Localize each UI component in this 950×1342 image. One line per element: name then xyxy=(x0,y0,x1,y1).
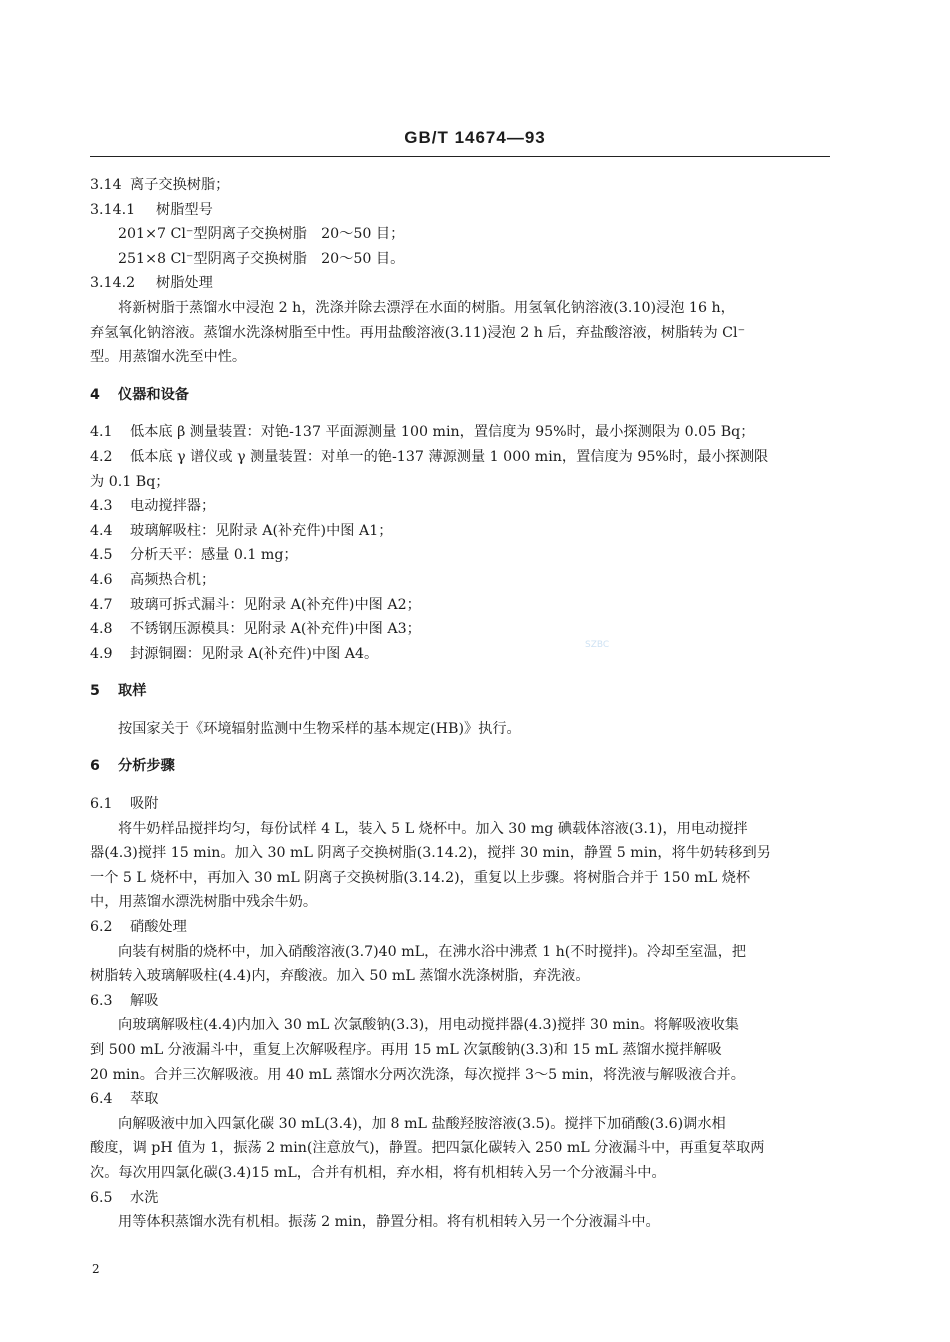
list-item: 4.3 电动搅拌器； xyxy=(90,498,216,515)
list-item: 4.2 低本底 γ 谱仪或 γ 测量装置：对单一的铯-137 薄源测量 1 000 min，置信度为 95%时，最小探测限 xyxy=(90,448,769,465)
paragraph-line: 中，用蒸馏水漂洗树脂中残余牛奶。 xyxy=(90,894,318,911)
paragraph-line: 向玻璃解吸柱(4.4)内加入 30 mL 次氯酸钠(3.3)，用电动搅拌器(4.3)搅拌 30 min。将解吸液收集 xyxy=(118,1017,739,1034)
paragraph-line: 将牛奶样品搅拌均匀，每份试样 4 L，装入 5 L 烧杯中。加入 30 mg 碘载体溶液(3.1)，用电动搅拌 xyxy=(118,820,748,837)
resin-type-line: 201×7 Cl⁻型阴离子交换树脂 20～50 目； xyxy=(118,226,405,243)
paragraph-line: 向解吸液中加入四氯化碳 30 mL(3.4)，加 8 mL 盐酸羟胺溶液(3.5)。搅拌下加硝酸(3.6)调水相 xyxy=(118,1115,726,1132)
section-3-14-1-heading: 3.14.1 树脂型号 xyxy=(90,201,213,218)
header-rule xyxy=(90,156,830,157)
section-6-5-heading: 6.5 水洗 xyxy=(90,1189,159,1206)
section-3-14-2-heading: 3.14.2 树脂处理 xyxy=(90,275,213,292)
paragraph-line: 弃氢氧化钠溶液。蒸馏水洗涤树脂至中性。再用盐酸溶液(3.11)浸泡 2 h 后，弃盐酸溶液，树脂转为 Cl⁻ xyxy=(90,324,746,341)
list-item: 4.1 低本底 β 测量装置：对铯-137 平面源测量 100 min，置信度为 95%时，最小探测限为 0.05 Bq； xyxy=(90,424,755,441)
page-number: 2 xyxy=(92,1262,100,1276)
section-6-2-heading: 6.2 硝酸处理 xyxy=(90,919,187,936)
paragraph-line: 酸度，调 pH 值为 1，振荡 2 min(注意放气)，静置。把四氯化碳转入 250 mL 分液漏斗中，再重复萃取两 xyxy=(90,1140,765,1157)
list-item: 4.6 高频热合机； xyxy=(90,571,216,588)
paragraph-line: 向装有树脂的烧杯中，加入硝酸溶液(3.7)40 mL，在沸水浴中沸煮 1 h(不时搅拌)。冷却至室温，把 xyxy=(118,943,747,960)
paragraph-line: 将新树脂于蒸馏水中浸泡 2 h，洗涤并除去漂浮在水面的树脂。用氢氧化钠溶液(3.10)浸泡 16 h， xyxy=(118,299,735,316)
paragraph-line: 到 500 mL 分液漏斗中，重复上次解吸程序。再用 15 mL 次氯酸钠(3.3)和 15 mL 蒸馏水搅拌解吸 xyxy=(90,1042,722,1058)
paragraph-line: 器(4.3)搅拌 15 min。加入 30 mL 阴离子交换树脂(3.14.2)，搅拌 30 min，静置 5 min，将牛奶转移到另 xyxy=(90,845,771,862)
list-item: 4.7 玻璃可拆式漏斗：见附录 A(补充件)中图 A2； xyxy=(90,596,421,613)
section-4-heading: 4 仪器和设备 xyxy=(90,386,189,403)
watermark-stamp: SZBC xyxy=(585,640,610,650)
list-item-continuation: 为 0.1 Bq； xyxy=(90,473,170,490)
section-6-3-heading: 6.3 解吸 xyxy=(90,992,159,1009)
section-6-1-heading: 6.1 吸附 xyxy=(90,796,159,813)
page-content xyxy=(90,173,835,1235)
section-6-heading: 6 分析步骤 xyxy=(90,758,175,775)
paragraph-line: 树脂转入玻璃解吸柱(4.4)内，弃酸液。加入 50 mL 蒸馏水洗涤树脂，弃洗液。 xyxy=(90,968,590,985)
paragraph-line: 按国家关于《环境辐射监测中生物采样的基本规定(HB)》执行。 xyxy=(118,720,521,737)
paragraph-line: 次。每次用四氯化碳(3.4)15 mL，合并有机相，弃水相，将有机相转入另一个分液漏斗中。 xyxy=(90,1164,666,1181)
resin-type-line: 251×8 Cl⁻型阴离子交换树脂 20～50 目。 xyxy=(118,250,405,267)
list-item: 4.8 不锈钢压源模具：见附录 A(补充件)中图 A3； xyxy=(90,621,421,638)
list-item: 4.4 玻璃解吸柱：见附录 A(补充件)中图 A1； xyxy=(90,522,393,539)
paragraph-line: 20 min。合并三次解吸液。用 40 mL 蒸馏水分两次洗涤，每次搅拌 3～5 min，将洗液与解吸液合并。 xyxy=(90,1066,745,1083)
section-6-4-heading: 6.4 萃取 xyxy=(90,1091,159,1108)
paragraph-line: 用等体积蒸馏水洗有机相。振荡 2 min，静置分相。将有机相转入另一个分液漏斗中。 xyxy=(118,1214,660,1231)
section-3-14-heading: 3.14 离子交换树脂； xyxy=(90,177,230,193)
paragraph-line: 一个 5 L 烧杯中，再加入 30 mL 阴离子交换树脂(3.14.2)，重复以上步骤。将树脂合并于 150 mL 烧杯 xyxy=(90,869,751,886)
page-header: GB/T 14674—93 xyxy=(404,128,546,147)
paragraph-line: 型。用蒸馏水洗至中性。 xyxy=(90,349,247,366)
list-item: 4.5 分析天平：感量 0.1 mg； xyxy=(90,547,298,564)
list-item: 4.9 封源铜圈：见附录 A(补充件)中图 A4。 xyxy=(90,645,379,662)
section-5-heading: 5 取样 xyxy=(90,683,147,700)
